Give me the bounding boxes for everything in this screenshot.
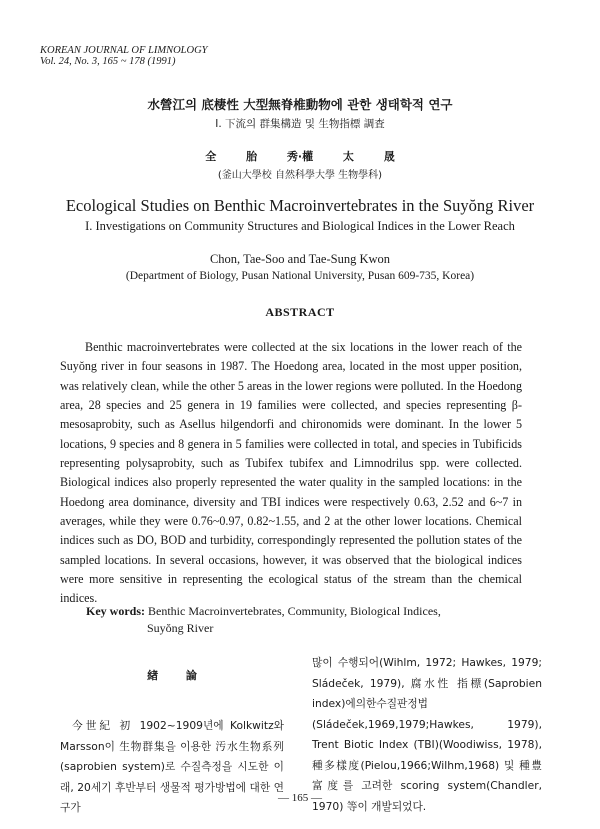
keywords-line1: Benthic Macroinvertebrates, Community, Biological Indices, — [148, 604, 441, 618]
introduction-text-left: 今世紀 初 1902~1909년에 Kolkwitz와 Marsson이 生物群集을 이용한 汚水生物系列(saprobien system)로 수질측정을 시도한 이래, 20세기 후반부터 생물적 평가방법에 대한 연구가 — [60, 719, 284, 814]
journal-header — [40, 45, 208, 67]
korean-authors: 全 胎 秀·權 太 晟 — [205, 150, 395, 163]
keywords-line2: Suyŏng River — [147, 621, 214, 635]
journal-volume: Vol. 24, No. 3, 165 ~ 178 (1991) — [40, 56, 176, 67]
introduction-text-right: 많이 수행되어(Wihlm, 1972; Hawkes, 1979; Sládeček, 1979), 腐水性 指標(Saprobien index)에의한수질판정법(Sládeček,1969,1979;Hawkes, 1979), Trent Biotic Index (TBI)(Woodiwiss, 1978), 種多樣度(Pielou,1966;Wilhm,1968) 및 種豊富度를 고려한 scoring system(Chandler, 1970) 等이 개발되었다. — [312, 656, 542, 813]
keywords — [86, 602, 441, 621]
english-affiliation: (Department of Biology, Pusan National University, Pusan 609-735, Korea) — [125, 270, 475, 282]
korean-subtitle: Ⅰ. 下流의 群集構造 및 生物指標 調査 — [215, 118, 385, 130]
korean-affiliation: (釜山大學校 自然科學大學 生物學科) — [217, 170, 383, 181]
abstract-text: Benthic macroinvertebrates were collected at the six locations in the lower reach of the Suyŏng river in four seasons in 1987. The Hoedong area, located in the most upper position, was relatively clean, while the other 5 areas in the lower regions were polluted. In the Hoedong area, 28 species and 25 genera in 19 families were collected, and species representing β-mesosaprobity, such as Asellus hilgendorfi and chironomids were dominant. In the lower 5 locations, 9 species and 8 genera in 5 families were collected in total, and species in Tubificids representing polysaprobity, such as Tubifex tubifex and Limnodrilus spp. were collected. Biological indices also properly represented the water quality in the sampled locations: in the Hoedong area dominance, diversity and TBI indices were respectively 0.63, 2.52 and 6~7 in averages, while they were 0.76~0.97, 0.82~1.55, and 2 at the other lower locations. Chemical indices such as DO, BOD and turbidity, correspondingly represented the pollution states of the sampled locations. In several occasions, however, it was observed that the biological indices were more sensitive in representing the ecological status of the stream than the chemical indices. — [60, 340, 522, 606]
english-subtitle: I. Investigations on Community Structures and Biological Indices in the Lower Reach — [85, 219, 515, 233]
page-number: — 165 — — [278, 792, 322, 804]
journal-name: KOREAN JOURNAL OF LIMNOLOGY — [40, 45, 208, 56]
english-title: Ecological Studies on Benthic Macroinvertebrates in the Suyŏng River — [65, 196, 535, 215]
korean-title: 水營江의 底棲性 大型無脊椎動物에 관한 생태학적 연구 — [147, 97, 453, 112]
english-authors: Chon, Tae-Soo and Tae-Sung Kwon — [209, 252, 391, 266]
section-heading: 緖 論 — [147, 669, 197, 682]
abstract-heading: ABSTRACT — [265, 305, 335, 319]
keywords-label: Key words: — [86, 604, 145, 618]
